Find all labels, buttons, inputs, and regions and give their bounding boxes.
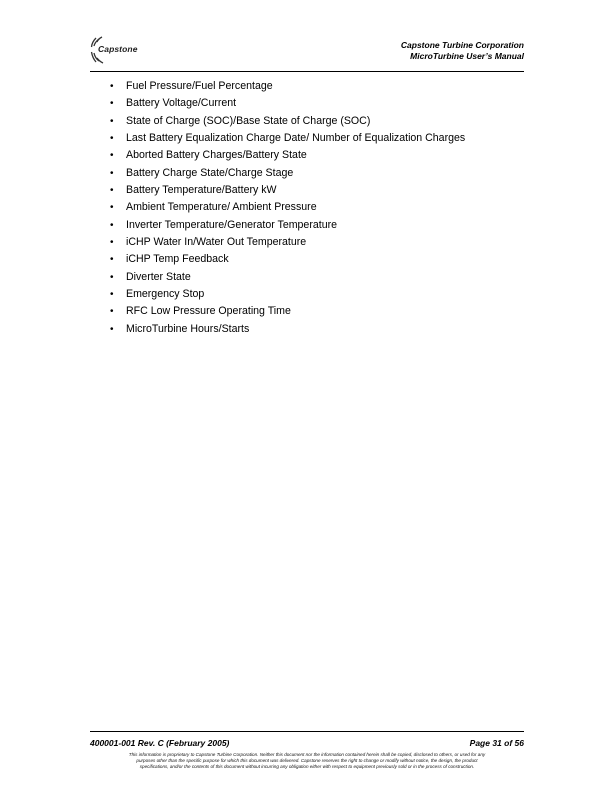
list-item-text: Aborted Battery Charges/Battery State (126, 149, 307, 162)
page-number: Page 31 of 56 (469, 738, 524, 748)
list-item-text: Emergency Stop (126, 288, 205, 301)
list-item (110, 132, 530, 149)
list-item (110, 253, 530, 270)
bullet-icon: • (110, 98, 114, 110)
list-item-text: Battery Temperature/Battery kW (126, 184, 277, 197)
list-item-text: Battery Charge State/Charge Stage (126, 166, 294, 179)
bullet-icon: • (110, 271, 114, 283)
list-item (110, 236, 530, 253)
list-item-text: MicroTurbine Hours/Starts (126, 322, 250, 335)
list-item (110, 97, 530, 114)
list-item-text: RFC Low Pressure Operating Time (126, 305, 291, 318)
bullet-icon: • (110, 81, 114, 92)
logo-text: Capstone (98, 44, 138, 54)
list-item-text: State of Charge (SOC)/Base State of Charge (SOC) (126, 114, 371, 127)
header-title-block (401, 40, 524, 61)
capstone-logo (90, 36, 170, 64)
list-item-text: Diverter State (126, 270, 191, 283)
list-item (110, 201, 530, 218)
list-item-text: Battery Voltage/Current (126, 97, 237, 110)
bullet-icon: • (110, 219, 114, 231)
list-item (110, 219, 530, 236)
list-item-text: iCHP Temp Feedback (126, 253, 229, 266)
company-name: Capstone Turbine Corporation (400, 40, 524, 50)
disclaimer-line: This information is proprietary to Capstone Turbine Corporation. Neither this document nor the information contained herein shall be copied, disclosed to others, or used for any (128, 752, 486, 757)
bullet-icon: • (110, 237, 114, 249)
disclaimer-line: specifications, and/or the contents of this document without incurring any obligation either with respect to equipment previously sold or in the process of construction. (139, 763, 475, 769)
bullet-icon: • (110, 167, 114, 179)
bullet-icon: • (110, 306, 114, 318)
list-item-text: Last Battery Equalization Charge Date/ Number of Equalization Charges (126, 132, 466, 145)
list-item-text: Inverter Temperature/Generator Temperature (126, 218, 337, 231)
list-item (110, 167, 530, 184)
list-item (110, 184, 530, 201)
bullet-icon: • (110, 323, 114, 335)
list-item (110, 149, 530, 166)
list-item-text: iCHP Water In/Water Out Temperature (126, 236, 307, 249)
bullet-icon: • (110, 133, 114, 145)
list-item (110, 323, 530, 340)
bullet-icon: • (110, 202, 114, 214)
manual-name: MicroTurbine User’s Manual (410, 50, 524, 61)
bullet-icon: • (110, 185, 114, 197)
bullet-icon: • (110, 150, 114, 162)
bullet-icon: • (110, 289, 114, 301)
disclaimer-line: purposes other than the specific purpose for which this document was delivered. Capstone reserves the right to change or modify without notice, the design, the product (136, 757, 478, 763)
list-item (110, 115, 530, 132)
list-item (110, 305, 530, 322)
document-id: 400001-001 Rev. C (February 2005) (90, 738, 230, 748)
list-item (110, 271, 530, 288)
list-item-text: Fuel Pressure/Fuel Percentage (126, 80, 273, 92)
parameter-list (110, 80, 530, 340)
bullet-icon: • (110, 254, 114, 266)
footer-rule (90, 731, 524, 732)
list-item (110, 80, 530, 97)
header-rule (90, 71, 524, 72)
list-item (110, 288, 530, 305)
page-header (90, 36, 524, 72)
bullet-icon: • (110, 115, 114, 127)
list-item-text: Ambient Temperature/ Ambient Pressure (126, 201, 317, 214)
footer-disclaimer (88, 752, 526, 769)
